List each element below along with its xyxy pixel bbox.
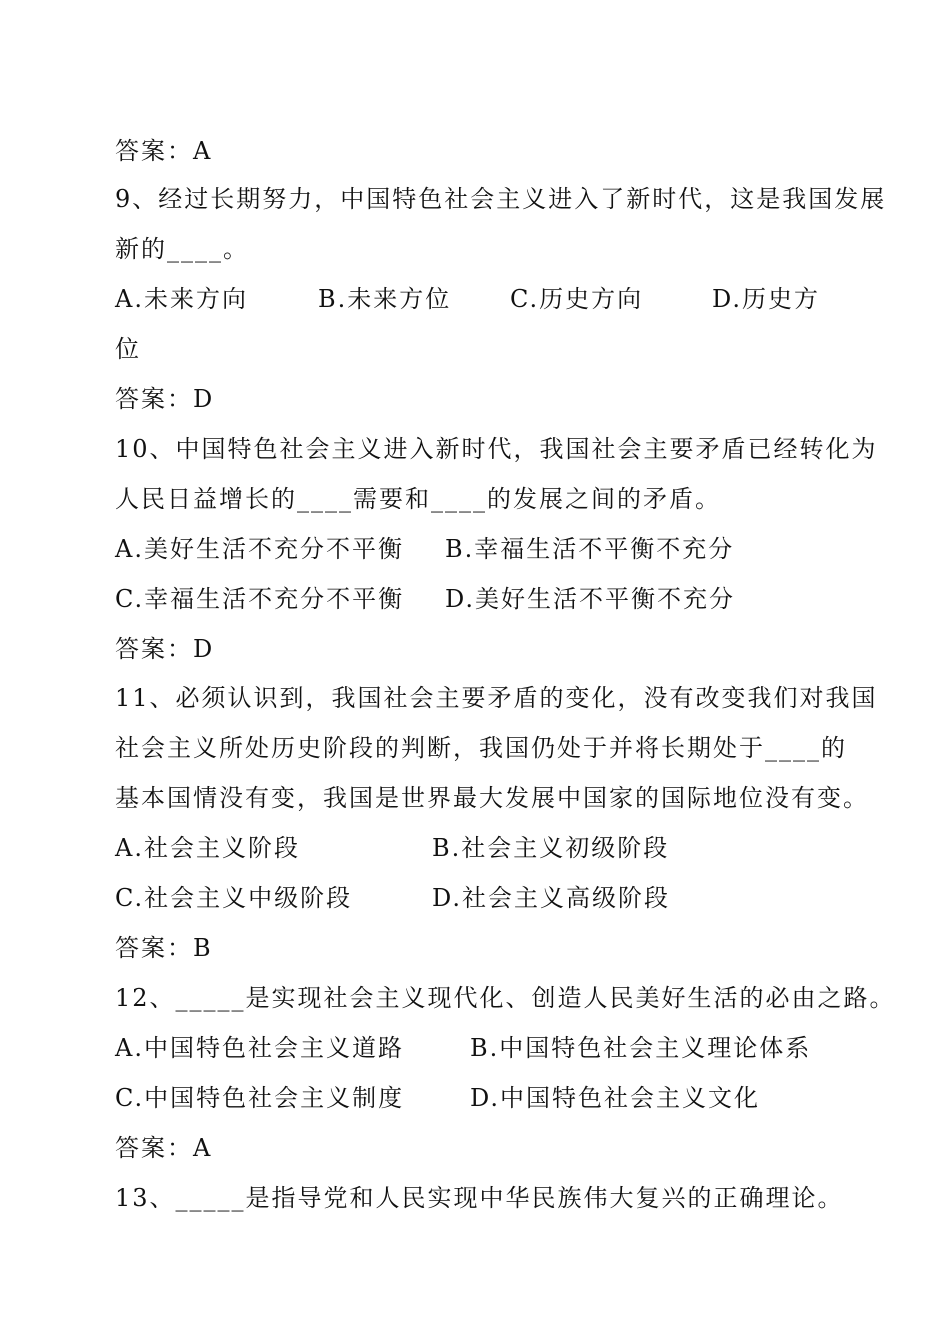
question-10-option-d: D.美好生活不平衡不充分 <box>445 585 736 613</box>
question-10-option-b: B.幸福生活不平衡不充分 <box>445 535 735 563</box>
question-12-option-c: C.中国特色社会主义制度 <box>115 1084 405 1112</box>
question-12-option-b: B.中国特色社会主义理论体系 <box>470 1034 812 1062</box>
question-10-option-a: A.美好生活不充分不平衡 <box>115 535 404 563</box>
question-11-stem: 11、必须认识到，我国社会主要矛盾的变化，没有改变我们对我国 <box>115 684 878 712</box>
question-9-stem: 9、经过长期努力，中国特色社会主义进入了新时代，这是我国发展 <box>115 185 887 213</box>
question-10-stem: 10、中国特色社会主义进入新时代，我国社会主要矛盾已经转化为 <box>115 435 878 463</box>
question-11-option-b: B.社会主义初级阶段 <box>432 834 670 862</box>
question-9-option-d-wrap: 位 <box>115 335 141 363</box>
question-9-stem-cont: 新的____。 <box>115 235 249 263</box>
question-12-stem: 12、_____是实现社会主义现代化、创造人民美好生活的必由之路。 <box>115 984 896 1012</box>
question-11-answer: 答案：B <box>115 934 213 962</box>
question-10-option-c: C.幸福生活不充分不平衡 <box>115 585 405 613</box>
question-9-option-b: B.未来方位 <box>318 285 452 313</box>
question-11-option-d: D.社会主义高级阶段 <box>432 884 671 912</box>
answer-previous: 答案：A <box>115 137 213 165</box>
question-11-option-c: C.社会主义中级阶段 <box>115 884 353 912</box>
question-12-answer: 答案：A <box>115 1134 213 1162</box>
question-10-answer: 答案：D <box>115 635 215 663</box>
question-13-stem: 13、_____是指导党和人民实现中华民族伟大复兴的正确理论。 <box>115 1184 844 1212</box>
question-10-stem-cont: 人民日益增长的____需要和____的发展之间的矛盾。 <box>115 485 721 513</box>
question-9-option-d: D.历史方 <box>712 285 821 313</box>
question-9-option-c: C.历史方向 <box>510 285 644 313</box>
question-9-option-a: A.未来方向 <box>115 285 248 313</box>
question-9-answer: 答案：D <box>115 385 215 413</box>
question-12-option-a: A.中国特色社会主义道路 <box>115 1034 404 1062</box>
question-11-stem-cont2: 基本国情没有变，我国是世界最大发展中国家的国际地位没有变。 <box>115 784 869 812</box>
question-11-stem-cont: 社会主义所处历史阶段的判断，我国仍处于并将长期处于____的 <box>115 734 847 762</box>
question-11-option-a: A.社会主义阶段 <box>115 834 300 862</box>
question-12-option-d: D.中国特色社会主义文化 <box>470 1084 761 1112</box>
